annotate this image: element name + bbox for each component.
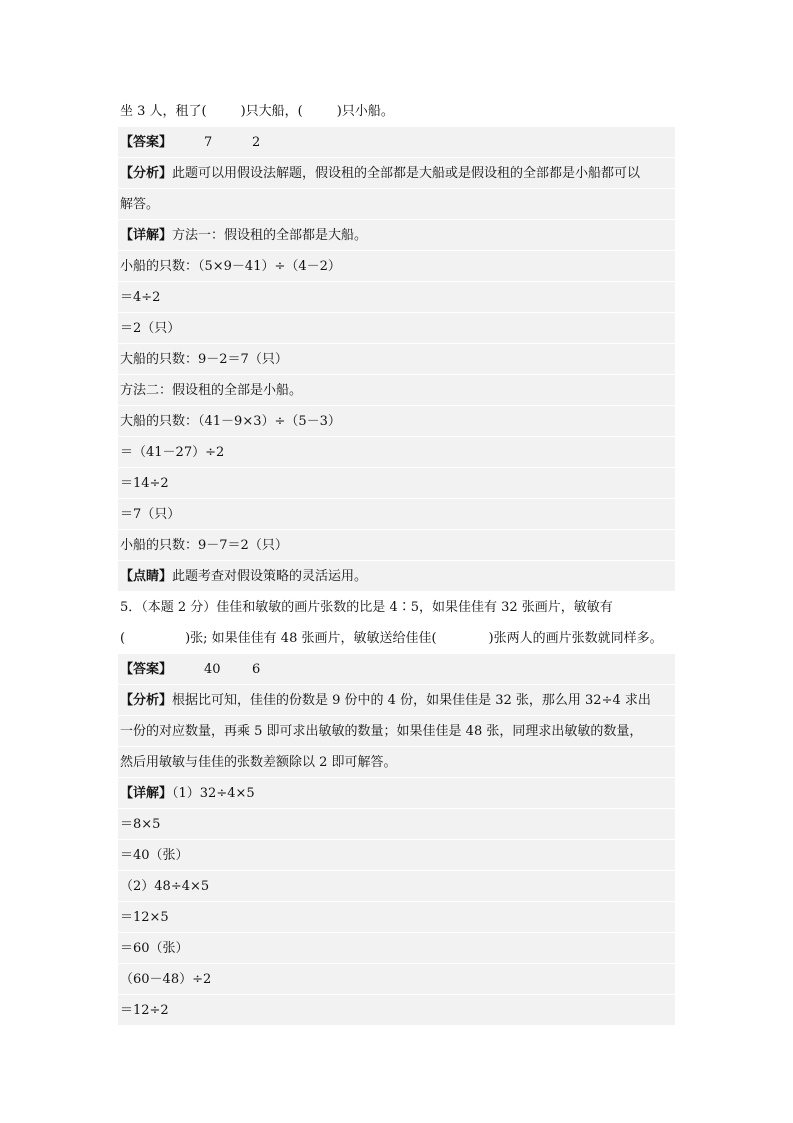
answer-value: 6	[252, 662, 261, 677]
question-4-tail	[118, 96, 675, 127]
solution-step: （2）48÷4×5	[118, 871, 675, 902]
solution-step: ＝12÷2	[118, 995, 675, 1026]
analysis-row	[118, 158, 675, 189]
analysis-text: 解答。	[120, 197, 160, 212]
solution-step: 大船的只数：（41－9×3）÷（5－3）	[118, 406, 675, 437]
question-5-text-a: (	[120, 631, 126, 646]
solution-step: ＝12×5	[118, 902, 675, 933]
question-4-text-c: )只小船。	[336, 104, 394, 119]
detail-row	[118, 220, 675, 251]
question-4-text-a: 坐 3 人，租了(	[120, 104, 207, 119]
solution-step: ＝40（张）	[118, 840, 675, 871]
answer-row	[118, 654, 675, 685]
solution-step: 大船的只数：9－2＝7（只）	[118, 344, 675, 375]
solution-step: 小船的只数：9－7＝2（只）	[118, 530, 675, 561]
solution-step: ＝4÷2	[118, 282, 675, 313]
comment-row	[118, 561, 675, 592]
detail-tag: 【详解】	[120, 786, 173, 801]
detail-text: 方法一：假设租的全部都是大船。	[172, 228, 368, 243]
question-5-text-c: )张两人的画片张数就同样多。	[488, 631, 663, 646]
analysis-tag: 【分析】	[120, 166, 173, 181]
solution-step: 小船的只数：（5×9－41）÷（4－2）	[118, 251, 675, 282]
solution-step: ＝8×5	[118, 809, 675, 840]
answer-value: 2	[252, 135, 261, 150]
answer-row	[118, 127, 675, 158]
answer-value: 40	[204, 662, 221, 677]
solution-step: ＝60（张）	[118, 933, 675, 964]
analysis-text: 一份的对应数量，再乘 5 即可求出敏敏的数量；如果佳佳是 48 张，同理求出敏敏的数量，	[120, 724, 643, 739]
question-4-text-b: )只大船，(	[240, 104, 303, 119]
analysis-row	[118, 747, 675, 778]
comment-text: 此题考查对假设策略的灵活运用。	[172, 569, 368, 584]
analysis-text: 然后用敏敏与佳佳的张数差额除以 2 即可解答。	[120, 755, 397, 770]
solution-step: 方法二：假设租的全部是小船。	[118, 375, 675, 406]
analysis-text: 此题可以用假设法解题，假设租的全部都是大船或是假设租的全部都是小船都可以	[172, 166, 641, 181]
answer-value: 7	[204, 135, 213, 150]
answer-tag: 【答案】	[120, 135, 173, 150]
analysis-text: 根据比可知，佳佳的份数是 9 份中的 4 份，如果佳佳是 32 张，那么用 32÷4 求出	[172, 693, 651, 708]
analysis-row	[118, 716, 675, 747]
analysis-row	[118, 685, 675, 716]
detail-tag: 【详解】	[120, 228, 173, 243]
solution-step: ＝14÷2	[118, 468, 675, 499]
question-5-text-b: )张; 如果佳佳有 48 张画片，敏敏送给佳佳(	[185, 631, 437, 646]
question-5-line-1: 5．（本题 2 分）佳佳和敏敏的画片张数的比是 4∶5，如果佳佳有 32 张画片，敏敏有	[120, 600, 613, 615]
comment-tag: 【点睛】	[120, 569, 173, 584]
detail-text: （1）32÷4×5	[172, 786, 255, 801]
document-body	[118, 96, 675, 1026]
solution-step: ＝7（只）	[118, 499, 675, 530]
analysis-tag: 【分析】	[120, 693, 173, 708]
analysis-row	[118, 189, 675, 220]
solution-step: ＝2（只）	[118, 313, 675, 344]
question-5-line-2	[118, 623, 675, 654]
detail-row	[118, 778, 675, 809]
solution-step: ＝（41－27）÷2	[118, 437, 675, 468]
solution-step: （60－48）÷2	[118, 964, 675, 995]
answer-tag: 【答案】	[120, 662, 173, 677]
